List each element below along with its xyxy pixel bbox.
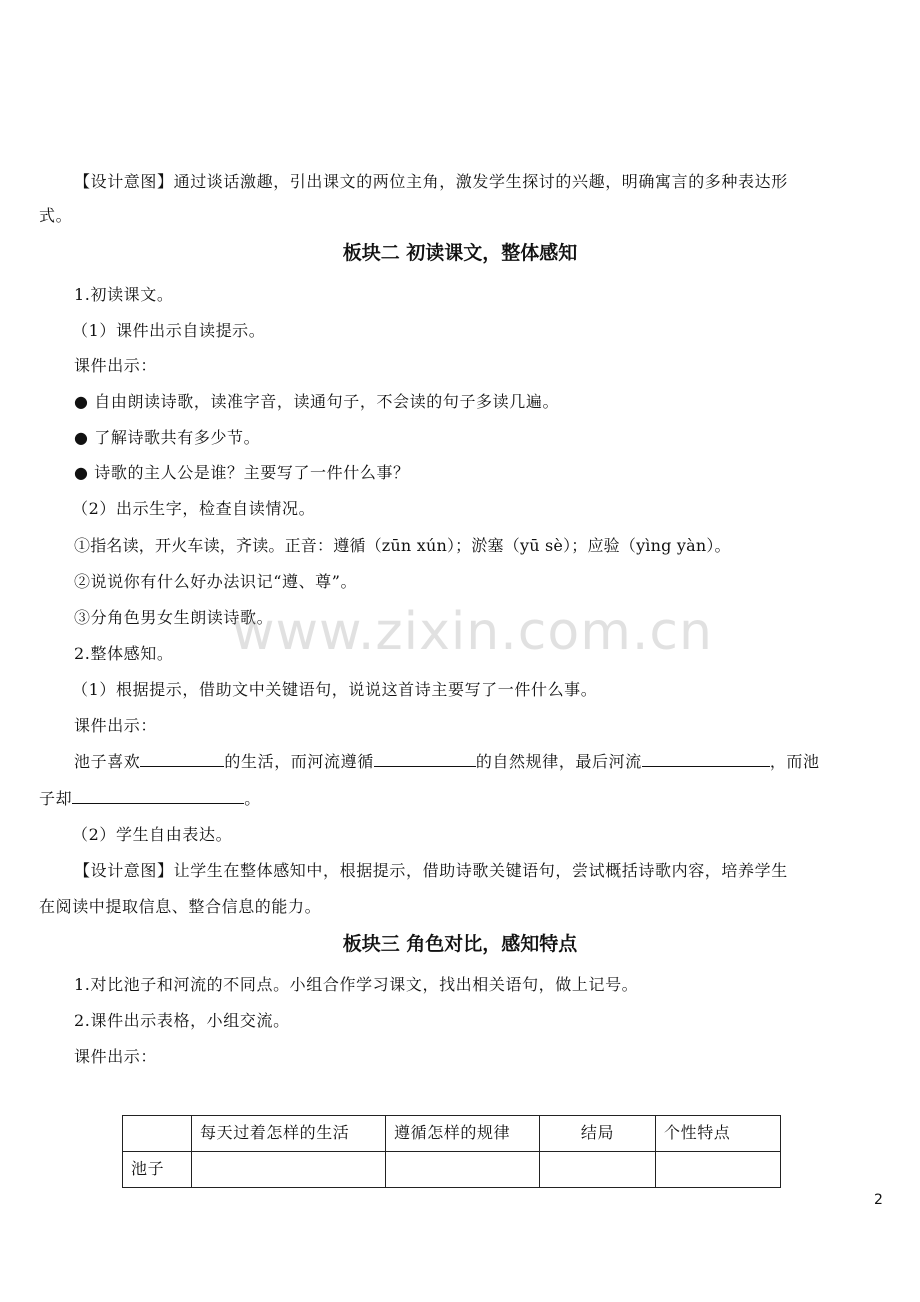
fill-blank-text-2: 的生活，而河流遵循 [224, 752, 374, 771]
table-header-life: 每天过着怎样的生活 [192, 1116, 386, 1152]
answer-blank-1 [140, 751, 224, 767]
s2-circle3: ③分角色男女生朗读诗歌。 [74, 608, 274, 627]
s2-circle2: ②说说你有什么好办法识记“遵、尊”。 [74, 572, 358, 591]
design-intent-2-line2: 在阅读中提取信息、整合信息的能力。 [39, 897, 322, 916]
s2-bullet3: ● 诗歌的主人公是谁？主要写了一件什么事？ [74, 463, 410, 482]
section3-title: 板块三 角色对比，感知特点 [342, 933, 578, 955]
answer-blank-4 [72, 788, 244, 804]
s2-courseware1: 课件出示： [74, 356, 158, 375]
design-intent-1-line2: 式。 [39, 206, 73, 225]
page-number: 2 [874, 1192, 883, 1208]
fill-blank-line2 [39, 788, 261, 810]
fill-blank-text-5: 子却 [39, 789, 73, 808]
answer-blank-3 [642, 751, 770, 767]
s2-sub1: （1）课件出示自读提示。 [72, 321, 266, 340]
table-cell [540, 1152, 656, 1188]
fill-blank-text-6: 。 [244, 789, 261, 808]
design-intent-1-line1: 【设计意图】通过谈话激趣，引出课文的两位主角，激发学生探讨的兴趣，明确寓言的多种表达形 [74, 172, 788, 191]
answer-blank-2 [374, 751, 476, 767]
s2-bullet1: ● 自由朗读诗歌，读准字音，读通句子，不会读的句子多读几遍。 [74, 392, 560, 411]
table-cell [386, 1152, 540, 1188]
fill-blank-text-3: 的自然规律，最后河流 [475, 752, 642, 771]
s2-sub3: （1）根据提示，借助文中关键语句，说说这首诗主要写了一件什么事。 [72, 680, 598, 699]
s2-sub2: （2）出示生字，检查自读情况。 [72, 499, 316, 518]
s2-bullet2: ● 了解诗歌共有多少节。 [74, 428, 261, 447]
s3-item2: 2.课件出示表格，小组交流。 [74, 1011, 290, 1030]
fill-blank-text-1: 池子喜欢 [74, 752, 141, 771]
s2-item1: 1.初读课文。 [74, 285, 174, 304]
s2-item2: 2.整体感知。 [74, 644, 174, 663]
comparison-table [122, 1115, 781, 1188]
fill-blank-line1 [74, 751, 820, 773]
s2-courseware2: 课件出示： [74, 716, 158, 735]
table-row-label: 池子 [123, 1152, 192, 1188]
table-header-character: 个性特点 [656, 1116, 781, 1152]
table-header-rule: 遵循怎样的规律 [386, 1116, 540, 1152]
design-intent-2-line1: 【设计意图】让学生在整体感知中，根据提示，借助诗歌关键语句，尝试概括诗歌内容，培养学生 [74, 861, 788, 880]
s2-circle1: ①指名读，开火车读，齐读。正音：遵循（zūn xún）；淤塞（yū sè）；应验（yìng yàn）。 [74, 536, 731, 555]
table-cell [192, 1152, 386, 1188]
table-row [123, 1152, 781, 1188]
s3-item1: 1.对比池子和河流的不同点。小组合作学习课文，找出相关语句，做上记号。 [74, 975, 639, 994]
table-cell [656, 1152, 781, 1188]
table-header-cell-empty [123, 1116, 192, 1152]
fill-blank-text-4: ，而池 [769, 752, 820, 771]
s2-sub4: （2）学生自由表达。 [72, 825, 233, 844]
table-header-row [123, 1116, 781, 1152]
table-header-outcome: 结局 [540, 1116, 656, 1152]
section2-title: 板块二 初读课文，整体感知 [342, 242, 578, 264]
s3-courseware: 课件出示： [74, 1047, 158, 1066]
watermark: www.zixin.com.cn [232, 602, 713, 662]
